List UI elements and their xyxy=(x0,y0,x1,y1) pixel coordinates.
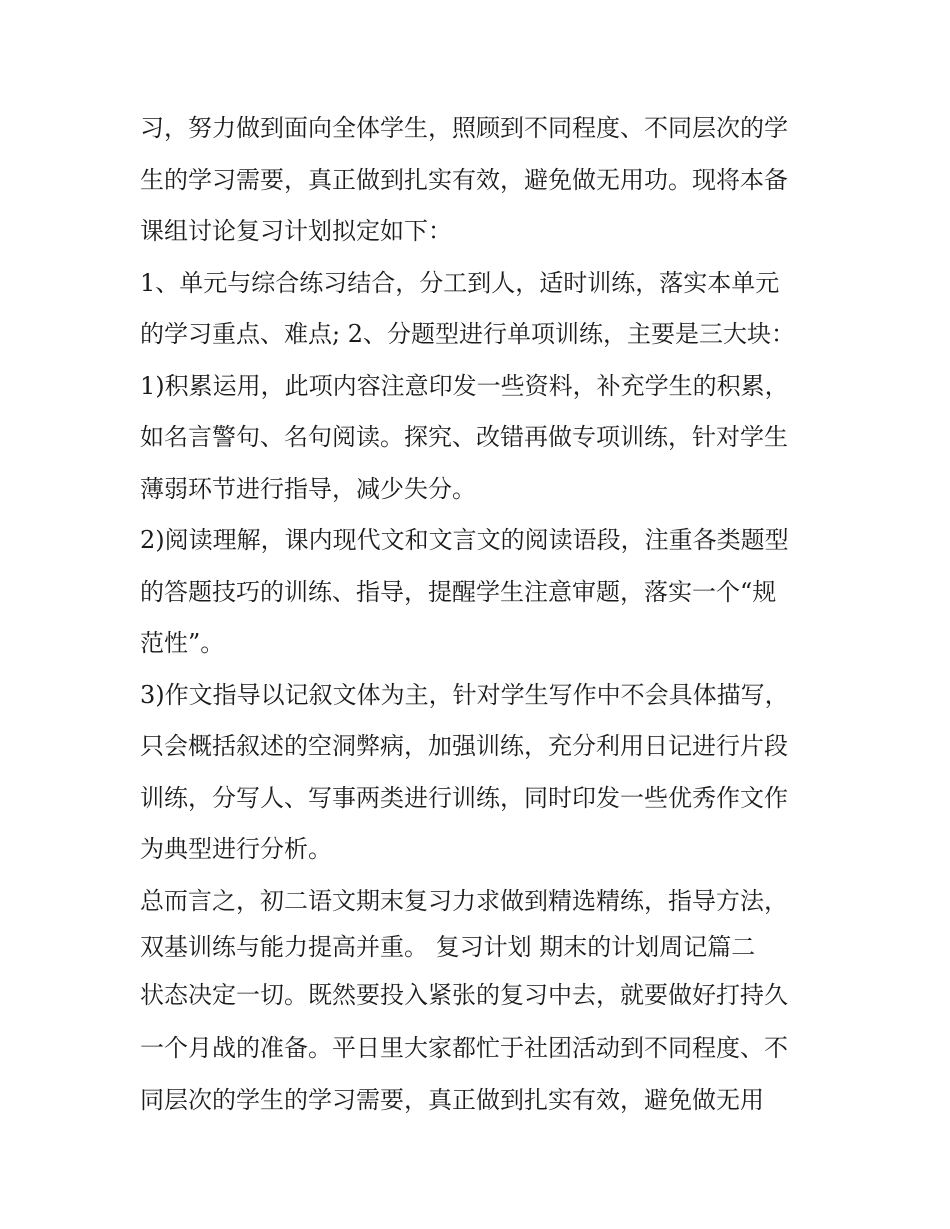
text-line: 的答题技巧的训练、指导，提醒学生注意审题，落实一个“规 xyxy=(140,577,777,606)
text-line: 为典型进行分析。 xyxy=(140,835,332,863)
body-text xyxy=(140,103,820,1126)
text-line: 1)积累运用，此项内容注意印发一些资料，补充学生的积累， xyxy=(140,371,789,400)
text-line: 总而言之，初二语文期末复习力求做到精选精练，指导方法， xyxy=(140,886,788,915)
text-line: 3)作文指导以记叙文体为主，针对学生写作中不会具体描写， xyxy=(140,680,789,709)
text-line: 课组讨论复习计划拟定如下： xyxy=(140,217,452,245)
text-line: 范性”。 xyxy=(140,629,225,657)
text-line: 只会概括叙述的空洞弊病，加强训练，充分利用日记进行片段 xyxy=(140,732,788,760)
text-line: 薄弱环节进行指导，减少失分。 xyxy=(140,474,476,503)
text-line: 生的学习需要，真正做到扎实有效，避免做无用功。现将本备 xyxy=(140,165,788,194)
text-line: 双基训练与能力提高并重。 复习计划 期末的计划周记篇二 xyxy=(140,933,756,961)
text-line: 2)阅读理解，课内现代文和文言文的阅读语段，注重各类题型 xyxy=(140,526,789,554)
text-line: 同层次的学生的学习需要，真正做到扎实有效，避免做无用 xyxy=(140,1085,764,1114)
text-line: 的学习重点、难点; 2、分题型进行单项训练，主要是三大块： xyxy=(140,320,795,348)
text-line: 习，努力做到面向全体学生，照顾到不同程度、不同层次的学 xyxy=(140,114,788,142)
text-line: 1、单元与综合练习结合，分工到人，适时训练，落实本单元 xyxy=(140,268,780,297)
text-line: 状态决定一切。既然要投入紧张的复习中去，就要做好打持久 xyxy=(140,981,788,1009)
text-line: 一个月战的准备。平日里大家都忙于社团活动到不同程度、不 xyxy=(140,1034,788,1062)
text-line: 如名言警句、名句阅读。探究、改错再做专项训练，针对学生 xyxy=(140,423,788,451)
text-line: 训练，分写人、写事两类进行训练，同时印发一些优秀作文作 xyxy=(140,783,788,812)
